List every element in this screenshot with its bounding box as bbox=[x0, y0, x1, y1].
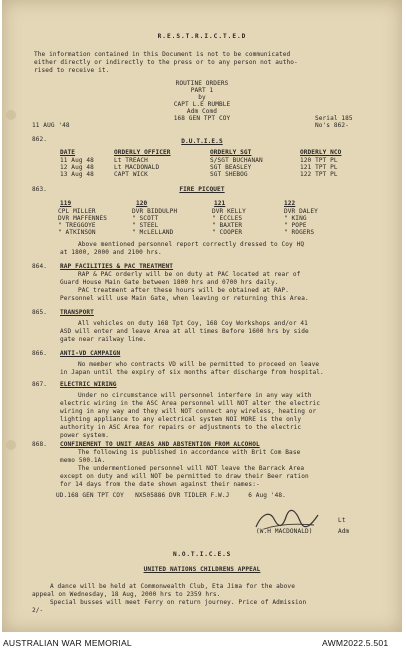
body-line: PAC treatment after these hours will be obtained at RAP. bbox=[78, 287, 290, 294]
picquet-member: " SCOTT bbox=[132, 215, 159, 222]
accession-number: AWM2022.5.501 bbox=[322, 638, 389, 648]
section-number: 862. bbox=[32, 136, 48, 143]
duties-header: DATE bbox=[60, 149, 76, 156]
commander-name: CAPT L.E RUMBLE bbox=[173, 101, 231, 108]
duties-cell: 121 TPT PL bbox=[300, 164, 338, 171]
picquet-member: DVR BIDDULPH bbox=[132, 208, 178, 215]
duties-cell: SGT BEASLEY bbox=[210, 164, 252, 171]
body-line: The undermentioned personnel will NOT leave the Barrack Area bbox=[78, 465, 305, 472]
body-line: wiring in any way and they will NOT connect any wireless, heating or bbox=[60, 408, 317, 415]
body-line: ASD will enter and leave Area at all times Before 1600 hrs by side bbox=[60, 328, 309, 335]
body-line: Personnel will use Main Gate, when leaving or returning this Area. bbox=[60, 295, 309, 302]
orders-title: ROUTINE ORDERS bbox=[175, 80, 229, 87]
section-title-duties: D.U.T.I.E.S bbox=[181, 138, 223, 145]
duties-cell: S/SGT BUCHANAN bbox=[210, 157, 263, 164]
signatory-name: (W.H MACDONALD) bbox=[256, 528, 313, 535]
picquet-note: Above mentioned personnel report correctly dressed to Coy HQ bbox=[78, 241, 305, 248]
page-marker: 2/- bbox=[32, 607, 44, 614]
orders-part: PART 1 bbox=[190, 87, 214, 94]
picquet-platoon: 121 bbox=[214, 200, 226, 207]
classification-marking: R.E.S.T.R.I.C.T.E.D bbox=[157, 33, 247, 40]
body-line: All vehicles on duty 168 Tpt Coy, 168 Coy Workshops and/or 41 bbox=[78, 320, 308, 327]
order-date: 11 AUG '48 bbox=[32, 122, 70, 129]
notice-line: appeal on Wednesday, 18 Aug, 2000 hrs to 2359 hrs. bbox=[32, 591, 221, 598]
picquet-member: DVR MAFFENNES bbox=[58, 215, 107, 222]
duties-cell: 120 TPT PL bbox=[300, 157, 338, 164]
picquet-member: " TREGGOYE bbox=[58, 222, 96, 229]
picquet-member: DVR KELLY bbox=[212, 208, 246, 215]
duties-cell: 122 TPT PL bbox=[300, 171, 338, 178]
signatory-rank: Lt bbox=[338, 517, 346, 524]
serial-number: Serial 185 bbox=[315, 115, 353, 122]
section-number: 865. bbox=[32, 309, 48, 316]
body-line: in Japan until the expiry of six months after discharge from hospital. bbox=[60, 369, 324, 376]
picquet-platoon: 119 bbox=[60, 200, 72, 207]
picquet-note: at 1800, 2000 and 2100 hrs. bbox=[60, 249, 162, 256]
body-line: gate near railway line. bbox=[60, 336, 147, 343]
picquet-member: " ROGERS bbox=[284, 229, 315, 236]
body-line: Guard House Main Gate between 1800 hrs and 0700 hrs daily. bbox=[60, 279, 279, 286]
notice-title-un-appeal: UNITED NATIONS CHILDRENS APPEAL bbox=[143, 566, 261, 573]
body-line: electric wiring in the ASC Area personnel will NOT alter the electric bbox=[60, 400, 321, 407]
body-line: except on duty and will NOT be permitted to draw their Beer ration bbox=[60, 473, 309, 480]
commander-appointment: Adm Comd bbox=[186, 108, 218, 115]
section-title-anti-vd: ANTI-VD CAMPAIGN bbox=[60, 350, 121, 357]
duties-cell: 11 Aug 48 bbox=[60, 157, 94, 164]
duties-cell: SGT SHEBOG bbox=[210, 171, 248, 178]
body-line: authority in ASC Area for repairs or adjustments to the electric bbox=[60, 424, 302, 431]
picquet-platoon: 122 bbox=[284, 200, 296, 207]
duties-header: ORDERLY NCO bbox=[300, 149, 342, 156]
body-line: lighting appliance to any electrical system NOI MORE is the only bbox=[60, 416, 302, 423]
punch-hole bbox=[6, 440, 16, 450]
document-page bbox=[2, 0, 402, 632]
unit-name: 168 GEN TPT COY bbox=[173, 115, 231, 122]
section-number: 866. bbox=[32, 350, 48, 357]
intro-line: The information contained in this Document is not to be communicated bbox=[34, 51, 291, 58]
body-line: power system. bbox=[60, 432, 109, 439]
section-title-transport: TRANSPORT bbox=[60, 309, 94, 316]
picquet-member: " KING bbox=[284, 215, 307, 222]
orders-by: by bbox=[198, 94, 206, 101]
picquet-member: " POPE bbox=[284, 222, 307, 229]
picquet-member: " BAXTER bbox=[212, 222, 243, 229]
picquet-platoon: 120 bbox=[136, 200, 148, 207]
duties-cell: Lt MACDONALD bbox=[114, 164, 160, 171]
section-number: 863. bbox=[32, 186, 48, 193]
picquet-member: CPL MILLER bbox=[58, 208, 96, 215]
notice-line: A dance will be held at Commonwealth Club, Eta Jima for the above bbox=[50, 583, 295, 590]
duties-cell: 13 Aug 48 bbox=[60, 171, 94, 178]
signatory-appointment: Adm bbox=[338, 528, 350, 535]
duties-header: ORDERLY OFFICER bbox=[114, 149, 171, 156]
duties-cell: CAPT WICK bbox=[114, 171, 148, 178]
duties-cell: 12 Aug 48 bbox=[60, 164, 94, 171]
section-title-electric-wiring: ELECTRIC WIRING bbox=[60, 381, 117, 388]
body-line: memo 500.1A. bbox=[60, 457, 106, 464]
picquet-member: " STEEL bbox=[132, 222, 159, 229]
section-title-confinement: CONFINEMENT TO UNIT AREAS AND ABSTENTION FROM ALCOHOL bbox=[60, 441, 260, 448]
picquet-member: " ECCLES bbox=[212, 215, 243, 222]
body-line: RAP & PAC orderly will be on duty at PAC located at rear of bbox=[78, 271, 301, 278]
archive-name: AUSTRALIAN WAR MEMORIAL bbox=[3, 638, 132, 648]
body-line: The following is published in accordance with Brit Com Base bbox=[78, 449, 301, 456]
section-number: 867. bbox=[32, 381, 48, 388]
notice-line: Special busses will meet Ferry on return journey. Price of Admission bbox=[50, 599, 307, 606]
notices-heading: N.O.T.I.C.E.S bbox=[172, 551, 232, 558]
intro-line: either directly or indirectly to the press or to any person not autho- bbox=[34, 59, 298, 66]
section-title-rap: RAP FACILITIES & PAC TREATMENT bbox=[60, 263, 174, 270]
duties-cell: Lt TREACH bbox=[114, 157, 148, 164]
order-numbers: No's 862- bbox=[315, 122, 349, 129]
picquet-member: DVR DALEY bbox=[284, 208, 318, 215]
confinement-entry: UD.168 GEN TPT COY NX505886 DVR TIDLER F.W.J 6 Aug '48. bbox=[56, 492, 286, 499]
duties-header: ORDERLY SGT bbox=[210, 149, 252, 156]
archive-footer bbox=[0, 632, 406, 653]
intro-line: rised to receive it. bbox=[34, 67, 110, 74]
picquet-member: " ATKINSON bbox=[58, 229, 96, 236]
body-line: No member who contracts VD will be permitted to proceed on leave bbox=[78, 361, 320, 368]
section-number: 864. bbox=[32, 263, 48, 270]
body-line: Under no circumstance will personnel interfere in any way with bbox=[78, 392, 312, 399]
picquet-member: " McLELLAND bbox=[132, 229, 174, 236]
picquet-member: " COOPER bbox=[212, 229, 243, 236]
section-number: 868. bbox=[32, 441, 48, 448]
section-title-fire-picquet: FIRE PICQUET bbox=[179, 186, 225, 193]
body-line: for 14 days from the date shown against their names:- bbox=[60, 481, 260, 488]
